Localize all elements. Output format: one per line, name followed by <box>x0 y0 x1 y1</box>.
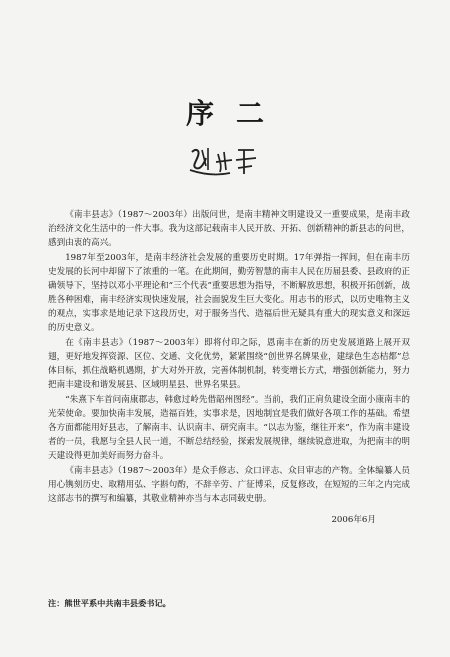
paragraph: 在《南丰县志》（1987～2003年）即将付印之际，恩南丰在新的历史发展道路上展开双翅，更好地发挥资源、区位、交通、文化优势，紧紧围绕“创世界名牌果业，建绿色生态桔都”总体目标，抓住战略机遇期，扩大对外开放，完善体制机制，转变增长方式，增强创新能力，努力把南丰建设和谐发展县、区域明星县、世界名果县。 <box>48 338 410 390</box>
paragraph: “朱熹下车首问南康郡志，韩愈过岭先借韶州图经”。当前，我们正肩负建设全面小康南丰的光荣使命。要加快南丰发展，造福百姓，实事求是，因地制宜是我们做好各项工作的基础。希望各方面都能用好县志，了解南丰、认识南丰、研究南丰。“以志为鉴，继往开来”，作为南丰建设者的一员，我愿与全县人民一道，不断总结经验，探索发展规律，继续锐意进取，为把南丰的明天建设得更加美好而努力奋斗。 <box>48 395 410 461</box>
page-title: 序二 <box>185 97 286 130</box>
paragraph: 《南丰县志》（1987～2003年）出版问世，是南丰精神文明建设又一重要成果，是南丰政治经济文化生活中的一件大事。我为这部记载南丰人民开放、开拓、创新精神的新县志的问世，感到由衷的高兴。 <box>48 210 410 248</box>
paragraph: 1987年至2003年，是南丰经济社会发展的重要历史时期。17年弹指一挥间，但在南丰历史发展的长河中却留下了浓重的一笔。在此期间，勤劳智慧的南丰人民在历届县委、县政府的正确领导下，坚持以邓小平理论和“三个代表”重要思想为指导，不断解放思想，积极开拓创新，战胜各种困难，南丰经济实现快速发展，社会面貌发生巨大变化。用志书的形式，以历史唯物主义的观点，实事求是地记录下这段历史，对于服务当代、造福后世无疑具有重大的现实意义和深远的历史意义。 <box>48 253 410 333</box>
date-line: 2006年6月 <box>331 515 376 525</box>
paragraph: 《南丰县志》（1987～2003年）是众手修志、众口评志、众目审志的产物。全体编纂人员用心镌刻历史、取精用弘、字斟句酌，不辞辛劳、广征博采，反复修改，在短短的三年之内完成这部志书的撰写和编纂，其敬业精神亦当与本志同载史册。 <box>48 466 410 504</box>
handwritten-signature <box>186 140 266 180</box>
footnote: 注：熊世平系中共南丰县委书记。 <box>48 598 171 608</box>
preface-body <box>48 208 410 507</box>
